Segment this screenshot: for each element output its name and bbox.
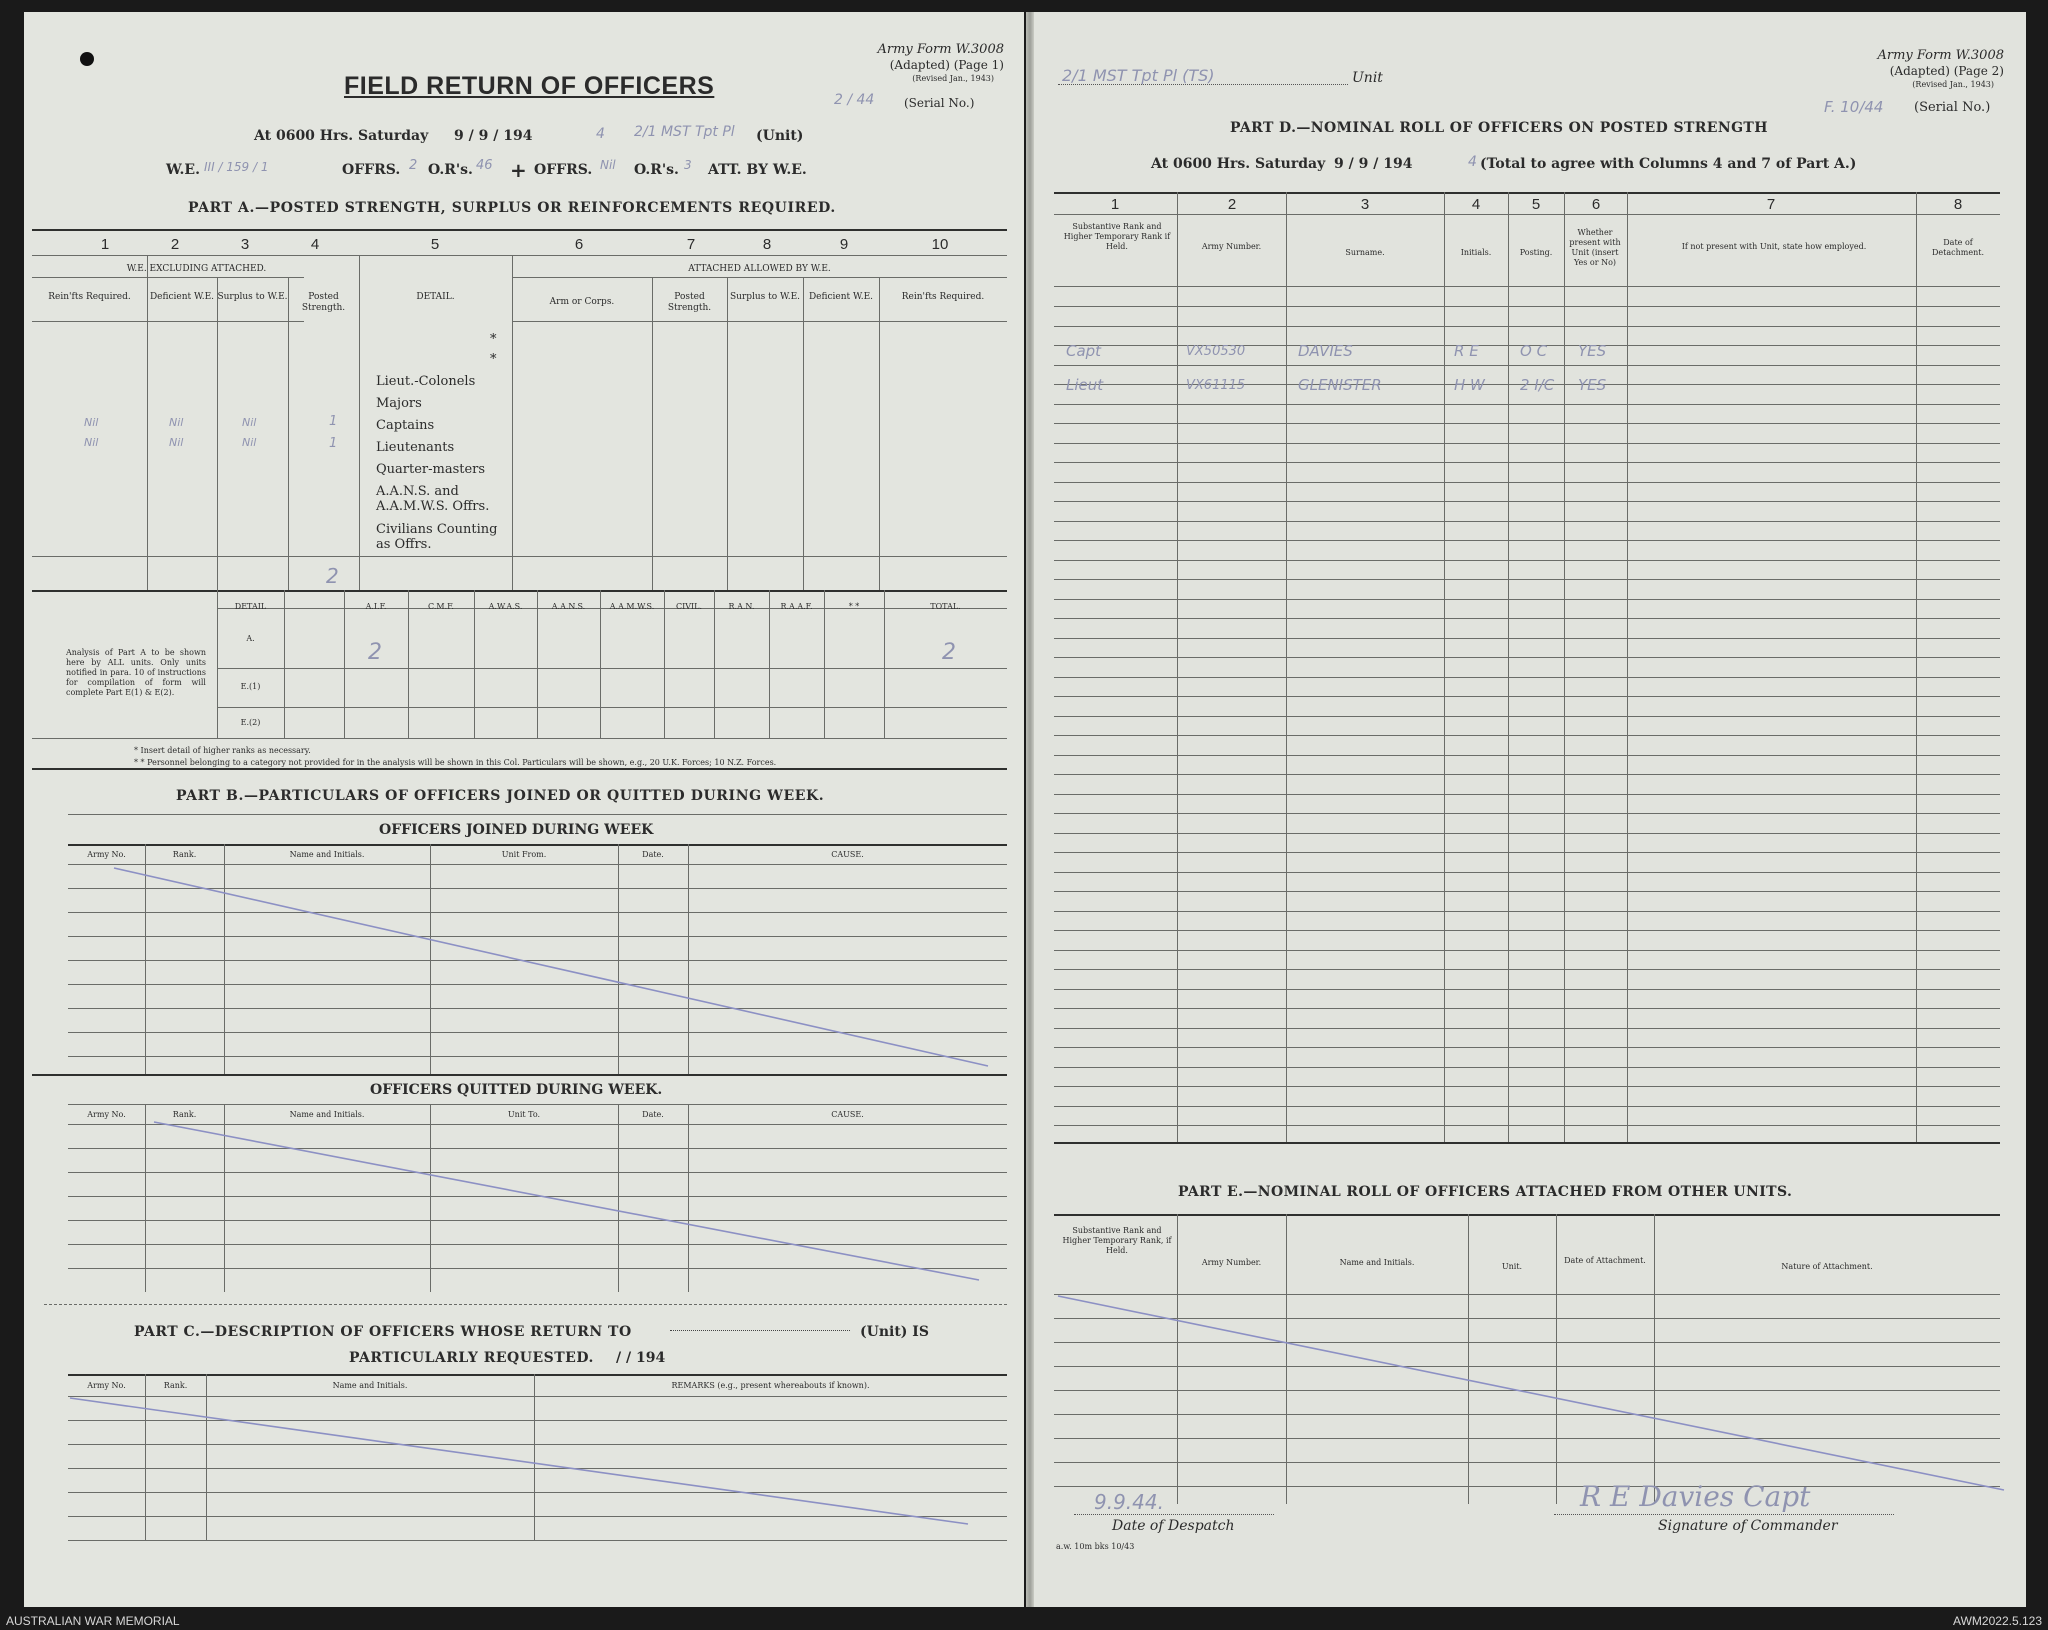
despatch-label: Date of Despatch — [1112, 1518, 1235, 1534]
quitted-header-cause: CAUSE. — [831, 1110, 864, 1119]
part-c-date: / / 194 — [616, 1350, 666, 1366]
part-c-header-rank: Rank. — [163, 1381, 188, 1390]
ors-value: 46 — [476, 158, 493, 173]
col-header-rank: Substantive Rank and Higher Temporary Rank if Held. — [1063, 222, 1171, 251]
col-num-9: 9 — [839, 236, 849, 253]
quitted-header-rank: Rank. — [172, 1110, 197, 1119]
quitted-header-date: Date. — [642, 1110, 664, 1119]
offrs-label: OFFRS. — [342, 162, 401, 178]
col-num-3: 3 — [1360, 196, 1370, 213]
joined-header-name: Name and Initials. — [289, 850, 365, 859]
analysis-row-e2: E.(2) — [240, 718, 261, 727]
part-e-title: PART E.—NOMINAL ROLL OF OFFICERS ATTACHED FROM OTHER UNITS. — [1178, 1184, 1793, 1200]
print-code: a.w. 10m bks 10/43 — [1056, 1542, 1135, 1551]
col-header-surname: Surname. — [1345, 248, 1385, 257]
officer-2-rank: Lieut — [1066, 376, 1104, 394]
ors2-value: 3 — [684, 158, 692, 172]
offrs2-label: OFFRS. — [534, 162, 593, 178]
we-label: W.E. — [166, 162, 200, 178]
col-num-5: 5 — [1531, 196, 1541, 213]
analysis-header-aif: A.I.F. — [365, 602, 387, 611]
ors-label: O.R's. — [428, 162, 473, 178]
analysis-header-ran: R.A.N. — [728, 602, 755, 611]
at-line-unit-label: (Unit) — [756, 128, 804, 144]
attached-allowed-header: ATTACHED ALLOWED BY W.E. — [688, 264, 831, 274]
part-e-header-unit: Unit. — [1501, 1262, 1523, 1271]
col-header-reinfts: Rein'fts Required. — [48, 292, 131, 302]
form-page-1 — [24, 12, 1024, 1607]
part-c-unit-label: (Unit) IS — [860, 1324, 929, 1340]
despatch-field — [1074, 1514, 1274, 1515]
analysis-header-detail: DETAIL — [234, 602, 267, 611]
detail-header: DETAIL. — [416, 292, 455, 302]
analysis-header-aamws: A.A.M.W.S. — [609, 602, 655, 611]
col-num-2: 2 — [170, 236, 180, 253]
rank-civilians: Civilians Counting as Offrs. — [376, 522, 498, 552]
rank-lieutenants: Lieutenants — [376, 440, 455, 455]
col-header-att-reinfts: Rein'fts Required. — [901, 292, 985, 302]
serial-value: F. 10/44 — [1824, 98, 1884, 116]
form-revised: (Revised Jan., 1943) — [1912, 80, 1994, 89]
commander-signature: R E Davies Capt — [1580, 1480, 1811, 1513]
signature-field — [1554, 1514, 1894, 1515]
col-header-present: Whether present with Unit (insert Yes or No) — [1569, 228, 1621, 267]
col-header-surplus: Surplus to W.E. — [217, 292, 288, 302]
col-num-5: 5 — [430, 236, 440, 253]
rank-star-1: * — [490, 332, 497, 347]
analysis-aif-value: 2 — [368, 640, 382, 665]
at-line-year-suffix: 4 — [596, 126, 605, 142]
analysis-header-civil: CIVIL. — [675, 602, 703, 611]
at-line-prefix: At 0600 Hrs. Saturday — [1151, 156, 1326, 172]
col-num-8: 8 — [1953, 196, 1963, 213]
serial-label: (Serial No.) — [904, 96, 975, 110]
col-num-1: 1 — [100, 236, 110, 253]
quitted-title: OFFICERS QUITTED DURING WEEK. — [370, 1082, 663, 1098]
despatch-value: 9.9.44. — [1094, 1490, 1164, 1514]
form-page-2 — [1034, 12, 2026, 1607]
col-num-8: 8 — [762, 236, 772, 253]
quitted-header-unit: Unit To. — [507, 1110, 541, 1119]
analysis-header-total: TOTAL. — [930, 602, 961, 611]
part-e-header-nature: Nature of Attachment. — [1781, 1262, 1873, 1271]
form-id: Army Form W.3008 — [877, 42, 1004, 57]
col-num-4: 4 — [1471, 196, 1481, 213]
hw-nil: Nil — [169, 416, 184, 429]
rank-aans: A.A.N.S. and A.A.M.W.S. Offrs. — [376, 484, 490, 514]
at-line-date: 9 / 9 / 194 — [1334, 156, 1413, 172]
col-num-4: 4 — [310, 236, 320, 253]
archive-footer — [0, 1612, 2048, 1630]
footnote-1: * Insert detail of higher ranks as necessary. — [134, 746, 311, 755]
archive-name: AUSTRALIAN WAR MEMORIAL — [6, 1614, 180, 1628]
hw-nil: Nil — [169, 436, 184, 449]
hw-nil: Nil — [242, 436, 257, 449]
analysis-header-aans: A.A.N.S. — [551, 602, 586, 611]
page-title: FIELD RETURN OF OFFICERS — [344, 72, 715, 100]
form-adapted: (Adapted) (Page 1) — [889, 58, 1004, 72]
quitted-header-name: Name and Initials. — [289, 1110, 365, 1119]
col-num-6: 6 — [1591, 196, 1601, 213]
part-d-title: PART D.—NOMINAL ROLL OF OFFICERS ON POSTED STRENGTH — [1230, 120, 1768, 136]
joined-header-cause: CAUSE. — [831, 850, 864, 859]
rank-majors: Majors — [376, 396, 422, 411]
part-c-header-name: Name and Initials. — [332, 1381, 408, 1390]
we-excluding-header: W.E. EXCLUDING ATTACHED. — [126, 264, 267, 274]
hw-total: 2 — [326, 564, 339, 588]
col-header-initials: Initials. — [1460, 248, 1492, 257]
archive-reference: AWM2022.5.123 — [1953, 1614, 2042, 1628]
strikethrough-line — [24, 12, 1024, 1612]
part-c-header-remarks: REMARKS (e.g., present whereabouts if known). — [671, 1381, 870, 1390]
page-fold — [1026, 12, 1034, 1607]
hw-one: 1 — [329, 414, 338, 429]
col-header-number: Army Number. — [1201, 242, 1262, 251]
officer-2-present: YES — [1578, 376, 1607, 394]
part-c-line2: PARTICULARLY REQUESTED. — [349, 1350, 594, 1366]
col-header-arm: Arm or Corps. — [549, 297, 615, 307]
at-line-year-suffix: 4 — [1468, 154, 1477, 170]
form-adapted: (Adapted) (Page 2) — [1889, 64, 2004, 78]
rank-captains: Captains — [376, 418, 435, 433]
rank-quarter-masters: Quarter-masters — [376, 462, 486, 477]
rank-star-2: * — [490, 352, 497, 367]
officer-2-number: VX61115 — [1186, 378, 1246, 393]
unit-value: 2/1 MST Tpt Pl (TS) — [1062, 66, 1215, 85]
unit-label: Unit — [1352, 70, 1383, 86]
analysis-note: Analysis of Part A to be shown here by ALL units. Only units notified in para. 10 of instructions for compilation of form will complete Part E(1) & E(2). — [66, 648, 206, 697]
analysis-header-raaf: R.A.A.F. — [780, 602, 813, 611]
part-e-header-date: Date of Attachment. — [1564, 1256, 1646, 1265]
part-c-header-army-no: Army No. — [87, 1381, 126, 1390]
officer-2-posting: 2 I/C — [1520, 376, 1555, 394]
at-line-unit-value: 2/1 MST Tpt Pl — [634, 124, 735, 140]
at-line-prefix: At 0600 Hrs. Saturday — [254, 128, 429, 144]
form-revised: (Revised Jan., 1943) — [912, 74, 994, 83]
att-label: ATT. BY W.E. — [708, 162, 807, 178]
joined-header-unit: Unit From. — [501, 850, 547, 859]
plus-sign: + — [510, 158, 527, 182]
part-a-title: PART A.—POSTED STRENGTH, SURPLUS OR REINFORCEMENTS REQUIRED. — [188, 200, 836, 216]
quitted-header-army-no: Army No. — [87, 1110, 126, 1119]
signature-label: Signature of Commander — [1658, 1518, 1838, 1534]
officer-1-initials: R E — [1454, 342, 1479, 360]
col-num-2: 2 — [1227, 196, 1237, 213]
officer-1-present: YES — [1578, 342, 1607, 360]
col-num-6: 6 — [574, 236, 584, 253]
part-e-header-rank: Substantive Rank and Higher Temporary Rank, if Held. — [1062, 1226, 1172, 1255]
col-num-1: 1 — [1110, 196, 1120, 213]
col-header-posting: Posting. — [1519, 248, 1553, 257]
col-header-att-posted: Posted Strength. — [667, 292, 712, 313]
serial-value: 2 / 44 — [834, 92, 875, 108]
officer-1-number: VX50530 — [1186, 344, 1246, 359]
offrs-value: 2 — [409, 158, 418, 173]
col-header-att-surplus: Surplus to W.E. — [729, 292, 801, 302]
serial-label: (Serial No.) — [1914, 100, 1991, 115]
hw-nil: Nil — [242, 416, 257, 429]
analysis-total-value: 2 — [942, 640, 956, 665]
officer-2-initials: H W — [1454, 376, 1485, 394]
joined-header-rank: Rank. — [172, 850, 197, 859]
joined-header-date: Date. — [642, 850, 664, 859]
analysis-header-cmf: C.M.F. — [428, 602, 454, 611]
col-num-7: 7 — [1766, 196, 1776, 213]
part-e-header-number: Army Number. — [1201, 1258, 1262, 1267]
officer-1-rank: Capt — [1066, 342, 1102, 360]
part-c-line1: PART C.—DESCRIPTION OF OFFICERS WHOSE RETURN TO — [134, 1324, 632, 1340]
col-num-10: 10 — [931, 236, 949, 253]
footnote-2: * * Personnel belonging to a category not provided for in the analysis will be shown in this Col. Particulars will be shown, e.g., 20 U.K. Forces; 10 N.Z. Forces. — [134, 758, 777, 767]
col-header-deficient: Deficient W.E. — [149, 292, 215, 302]
joined-title: OFFICERS JOINED DURING WEEK — [379, 822, 654, 838]
form-id: Army Form W.3008 — [1877, 48, 2004, 63]
at-line-date: 9 / 9 / 194 — [454, 128, 533, 144]
officer-1-posting: O C — [1520, 342, 1548, 360]
analysis-row-e1: E.(1) — [240, 682, 261, 691]
we-value: III / 159 / 1 — [204, 160, 269, 174]
officer-1-surname: DAVIES — [1298, 342, 1353, 360]
hw-nil: Nil — [84, 416, 99, 429]
ors2-label: O.R's. — [634, 162, 679, 178]
strikethrough-line — [1034, 12, 2026, 1612]
at-line-suffix: (Total to agree with Columns 4 and 7 of Part A.) — [1480, 156, 1857, 172]
rank-lieut-colonels: Lieut.-Colonels — [376, 374, 476, 389]
analysis-header-awas: A.W.A.S. — [488, 602, 523, 611]
col-header-detachment: Date of Detachment. — [1932, 238, 1984, 257]
part-e-header-name: Name and Initials. — [1339, 1258, 1415, 1267]
col-header-posted: Posted Strength. — [301, 292, 346, 313]
analysis-header-other: * * — [848, 602, 860, 611]
hw-nil: Nil — [84, 436, 99, 449]
col-num-3: 3 — [240, 236, 250, 253]
col-header-employed: If not present with Unit, state how employed. — [1681, 242, 1867, 251]
part-b-title: PART B.—PARTICULARS OF OFFICERS JOINED OR QUITTED DURING WEEK. — [176, 788, 825, 804]
joined-header-army-no: Army No. — [87, 850, 126, 859]
hw-one: 1 — [329, 436, 338, 451]
col-header-att-deficient: Deficient W.E. — [808, 292, 874, 302]
officer-2-surname: GLENISTER — [1298, 376, 1382, 394]
offrs2-value: Nil — [600, 158, 616, 172]
analysis-row-a: A. — [246, 634, 255, 643]
col-num-7: 7 — [686, 236, 696, 253]
